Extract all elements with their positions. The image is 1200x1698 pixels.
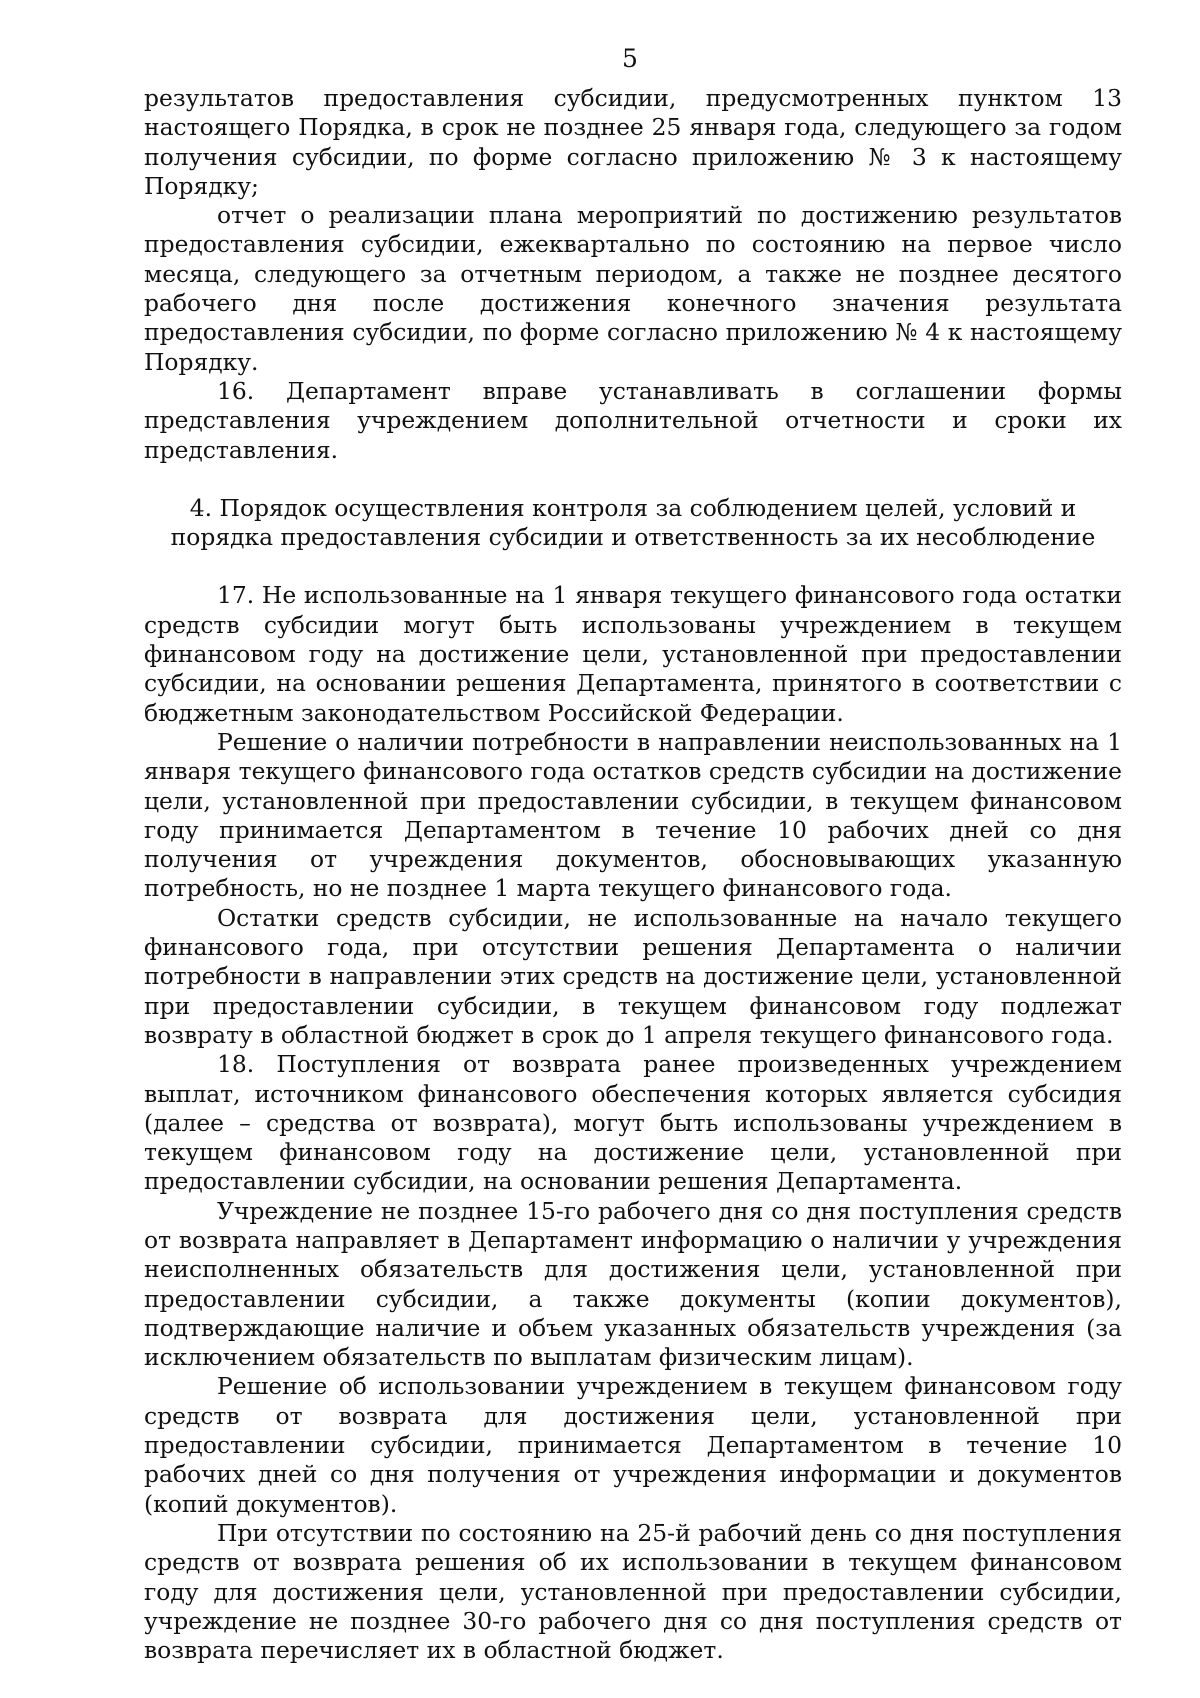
- document-body: [144, 84, 1122, 1665]
- paragraph-institution-info: Учреждение не позднее 15-го рабочего дня со дня поступления средств от возврата направляет в Департамент информацию о наличии у учреждения неисполненных обязательств для достижения цели, установленной при предоставлении субсидии, а также документы (копии документов), подтверждающие наличие и объем указанных обязательств учреждения (за исключением обязательств по выплатам физическим лицам).: [144, 1196, 1122, 1372]
- paragraph-quarterly-report: отчет о реализации плана мероприятий по достижению результатов предоставления субсидии, ежеквартально по состоянию на первое число месяца, следующего за отчетным периодом, а также не позднее десятого рабочего дня после достижения конечного значения результата предоставления субсидии, по форме согласно приложению № 4 к настоящему Порядку.: [144, 201, 1122, 376]
- paragraph-item-18: 18. Поступления от возврата ранее произведенных учреждением выплат, источником финансового обеспечения которых является субсидия (далее – средства от возврата), могут быть использованы учреждением в текущем финансовом году на достижение цели, установленной при предоставлении субсидии, на основании решения Департамента.: [144, 1050, 1122, 1196]
- paragraph-item-16: 16. Департамент вправе устанавливать в соглашении формы представления учреждением дополнительной отчетности и сроки их представления.: [144, 376, 1122, 464]
- paragraph-return-to-budget: При отсутствии по состоянию на 25-й рабочий день со дня поступления средств от возврата решения об их использовании в текущем финансовом году для достижения цели, установленной при предоставлении субсидии, учреждение не позднее 30-го рабочего дня со дня поступления средств от возврата перечисляет их в областной бюджет.: [144, 1518, 1122, 1665]
- paragraph-continuation: результатов предоставления субсидии, предусмотренных пунктом 13 настоящего Порядка, в срок не позднее 25 января года, следующего за годом получения субсидии, по форме согласно приложению № 3 к настоящему Порядку;: [144, 84, 1122, 200]
- section-heading: 4. Порядок осуществления контроля за соблюдением целей, условий и порядка предоставления субсидии и ответственность за их несоблюдение: [170, 493, 1096, 552]
- paragraph-item-17: 17. Не использованные на 1 января текущего финансового года остатки средств субсидии могут быть использованы учреждением в текущем финансовом году на достижение цели, установленной при предоставлении субсидии, на основании решения Департамента, принятого в соответствии с бюджетным законодательством Российской Федерации.: [144, 581, 1122, 727]
- paragraph-need-decision: Решение о наличии потребности в направлении неиспользованных на 1 января текущего финансового года остатков средств субсидии на достижение цели, установленной при предоставлении субсидии, в текущем финансовом году принимается Департаментом в течение 10 рабочих дней со дня получения от учреждения документов, обосновывающих указанную потребность, но не позднее 1 марта текущего финансового года.: [144, 727, 1122, 903]
- paragraph-usage-decision: Решение об использовании учреждением в текущем финансовом году средств от возврата для достижения цели, установленной при предоставлении субсидии, принимается Департаментом в течение 10 рабочих дней со дня получения от учреждения информации и документов (копий документов).: [144, 1372, 1122, 1518]
- page-number: 5: [622, 44, 638, 73]
- paragraph-unused-balances: Остатки средств субсидии, не использованные на начало текущего финансового года, при отсутствии решения Департамента о наличии потребности в направлении этих средств на достижение цели, установленной при предоставлении субсидии, в текущем финансовом году подлежат возврату в областной бюджет в срок до 1 апреля текущего финансового года.: [144, 903, 1122, 1049]
